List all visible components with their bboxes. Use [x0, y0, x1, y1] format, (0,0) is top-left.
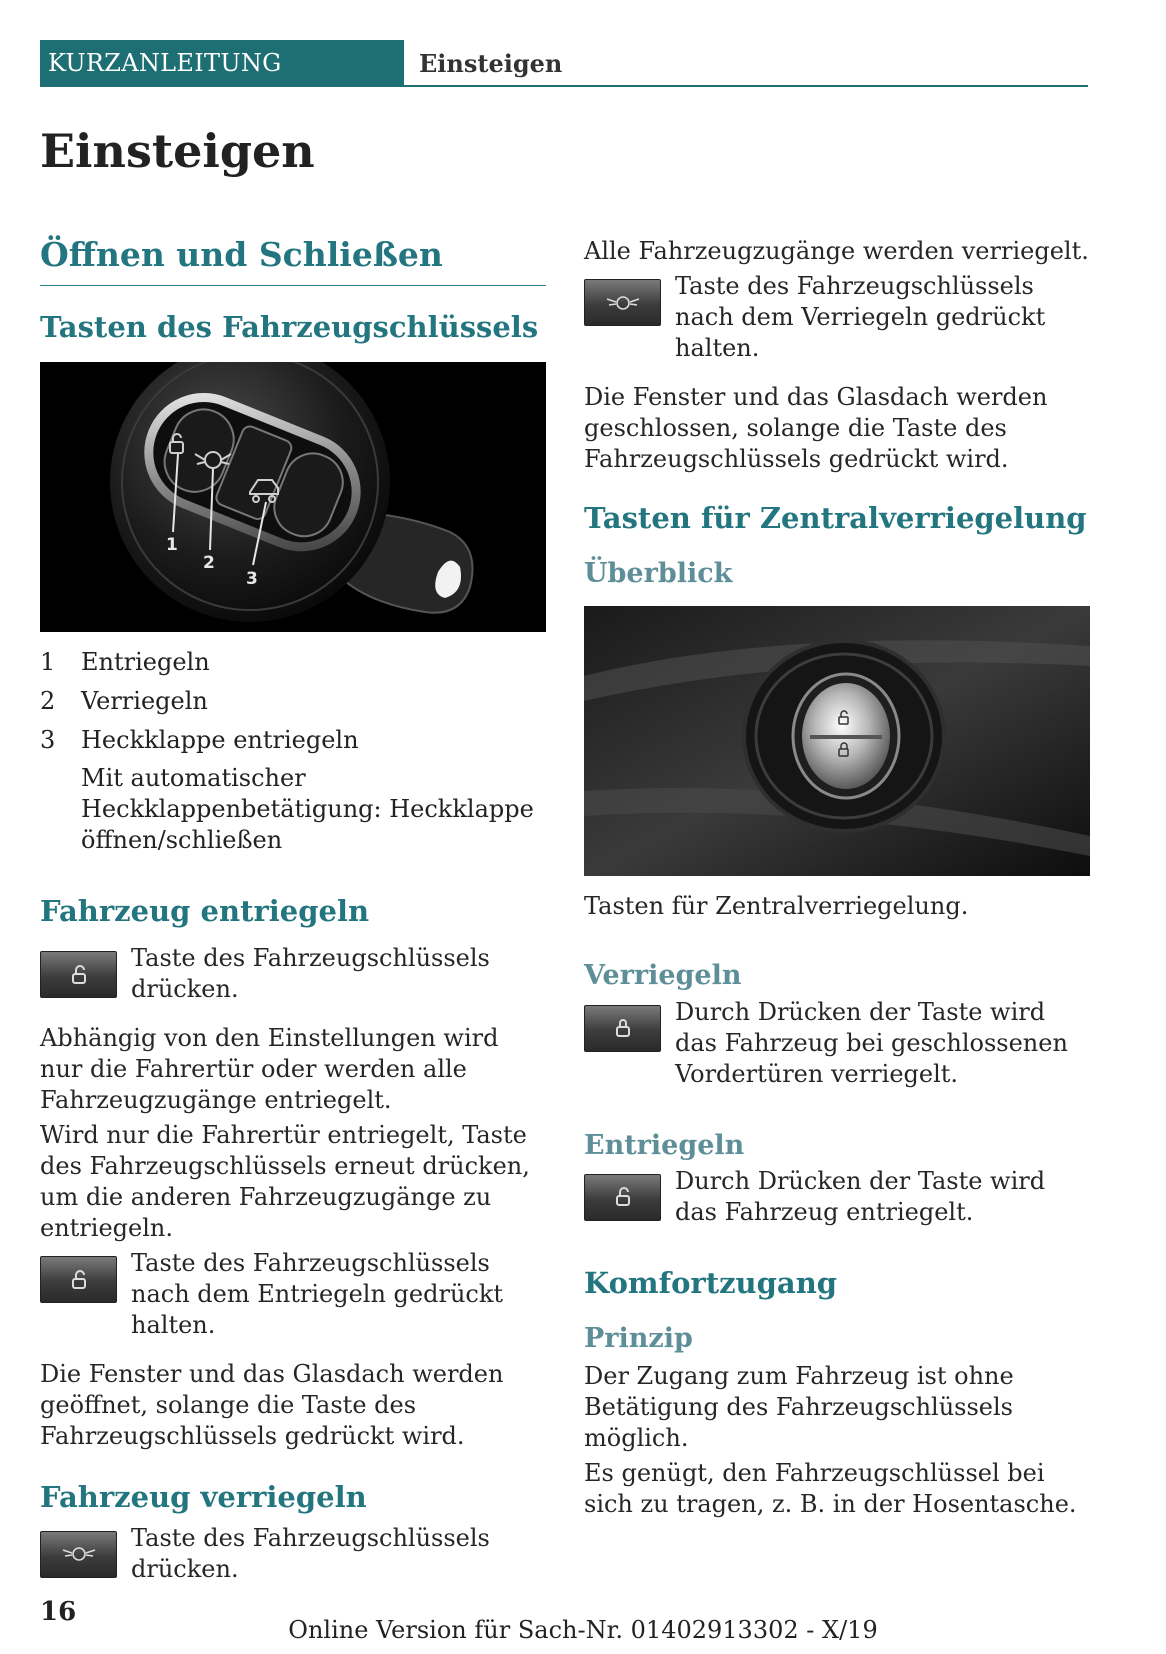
- legend-text: Entriegeln: [81, 648, 210, 677]
- lock-press-text: Taste des Fahrzeugschlüssels drücken.: [131, 1523, 490, 1583]
- legend-item: [40, 686, 546, 717]
- lock-press-row: [40, 1523, 546, 1585]
- legend-text: Heckklappe entriegeln: [81, 726, 359, 755]
- page-title: Einsteigen: [40, 124, 315, 178]
- heading-comfort-access: Komfortzugang: [584, 1265, 838, 1300]
- unlock-hold-row: [40, 1248, 546, 1341]
- legend-number: 2: [40, 687, 56, 716]
- lock-hold-text: Taste des Fahrzeugschlüssels nach dem Verriegeln gedrückt halten.: [675, 272, 1046, 362]
- central-lock-row: [584, 997, 1090, 1090]
- legend-number: 1: [40, 648, 56, 677]
- heading-open-close: Öffnen und Schließen: [40, 235, 546, 286]
- central-lock-text: Durch Drücken der Taste wird das Fahrzeug bei geschlossenen Vordertüren verriegelt.: [675, 997, 1068, 1088]
- unlock-button-icon: [40, 951, 117, 998]
- running-header: [40, 40, 1088, 87]
- unlock-paragraph-3: Die Fenster und das Glasdach werden geöffnet, solange die Taste des Fahrzeugschlüssels gedrückt wird.: [40, 1360, 504, 1451]
- unlock-press-text: Taste des Fahrzeugschlüssels drücken.: [131, 944, 490, 1004]
- legend-note: Mit automatischer Heckklappenbetätigung: Heckklappe öffnen/schließen: [81, 764, 534, 855]
- unlock-paragraph-1: Abhängig von den Einstellungen wird nur die Fahrertür oder werden alle Fahrzeugzugänge entriegelt.: [40, 1024, 499, 1115]
- section-tag: KURZANLEITUNG: [40, 40, 404, 87]
- lock-hold-row: [584, 271, 1090, 364]
- lock-paragraph: Die Fenster und das Glasdach werden geschlossen, solange die Taste des Fahrzeugschlüssels gedrückt wird.: [584, 383, 1048, 473]
- unlock-hold-text: Taste des Fahrzeugschlüssels nach dem Entriegeln gedrückt halten.: [131, 1249, 504, 1340]
- callout-2: 2: [203, 553, 215, 574]
- central-unlock-text: Durch Drücken der Taste wird das Fahrzeug entriegelt.: [675, 1166, 1046, 1226]
- unlock-press-row: [40, 943, 546, 1005]
- header-rule: [404, 85, 1088, 87]
- left-column: [40, 235, 546, 1585]
- heading-unlock-vehicle: Fahrzeug entriegeln: [40, 894, 370, 929]
- legend-item: [40, 725, 546, 856]
- heading-central-locking: Tasten für Zentralverriegelung: [584, 501, 1087, 535]
- lock-all-text: Alle Fahrzeugzugänge werden verriegelt.: [584, 237, 1089, 265]
- central-locking-buttons-image: [584, 606, 1090, 876]
- principle-paragraph-2: Es genügt, den Fahrzeugschlüssel bei sich zu tragen, z. B. in der Hosentasche.: [584, 1459, 1077, 1519]
- callout-1: 1: [166, 535, 178, 556]
- page-number: 16: [40, 1597, 77, 1627]
- heading-principle: Prinzip: [584, 1322, 693, 1354]
- legend-item: [40, 647, 546, 678]
- footer-online-note: Online Version für Sach-Nr. 01402913302 - X/19: [288, 1616, 878, 1644]
- unlock-paragraph-2: Wird nur die Fahrertür entriegelt, Taste des Fahrzeugschlüssels erneut drücken, um die anderen Fahrzeugzugänge zu entriegeln.: [40, 1121, 530, 1243]
- padlock-closed-icon: [584, 1005, 661, 1052]
- principle-paragraph-1: Der Zugang zum Fahrzeug ist ohne Betätigung des Fahrzeugschlüssels möglich.: [584, 1362, 1014, 1453]
- heading-key-buttons: Tasten des Fahrzeugschlüssels: [40, 309, 539, 344]
- callout-3: 3: [246, 569, 258, 590]
- heading-lock: Verriegeln: [584, 960, 742, 992]
- chapter-title: Einsteigen: [419, 49, 563, 78]
- heading-lock-vehicle: Fahrzeug verriegeln: [40, 1480, 367, 1515]
- image-caption: Tasten für Zentralverriegelung.: [584, 892, 969, 921]
- wings-logo-icon: [584, 279, 661, 326]
- heading-unlock: Entriegeln: [584, 1129, 745, 1161]
- right-column: [584, 236, 1090, 1520]
- legend-number: 3: [40, 726, 56, 755]
- unlock-button-icon: [40, 1256, 117, 1303]
- heading-overview: Überblick: [584, 557, 733, 589]
- central-unlock-row: [584, 1166, 1090, 1228]
- legend-text: Verriegeln: [81, 687, 208, 716]
- wings-logo-icon: [40, 1531, 117, 1578]
- key-legend: [40, 647, 546, 856]
- key-fob-image: [40, 362, 546, 632]
- padlock-open-icon: [584, 1174, 661, 1221]
